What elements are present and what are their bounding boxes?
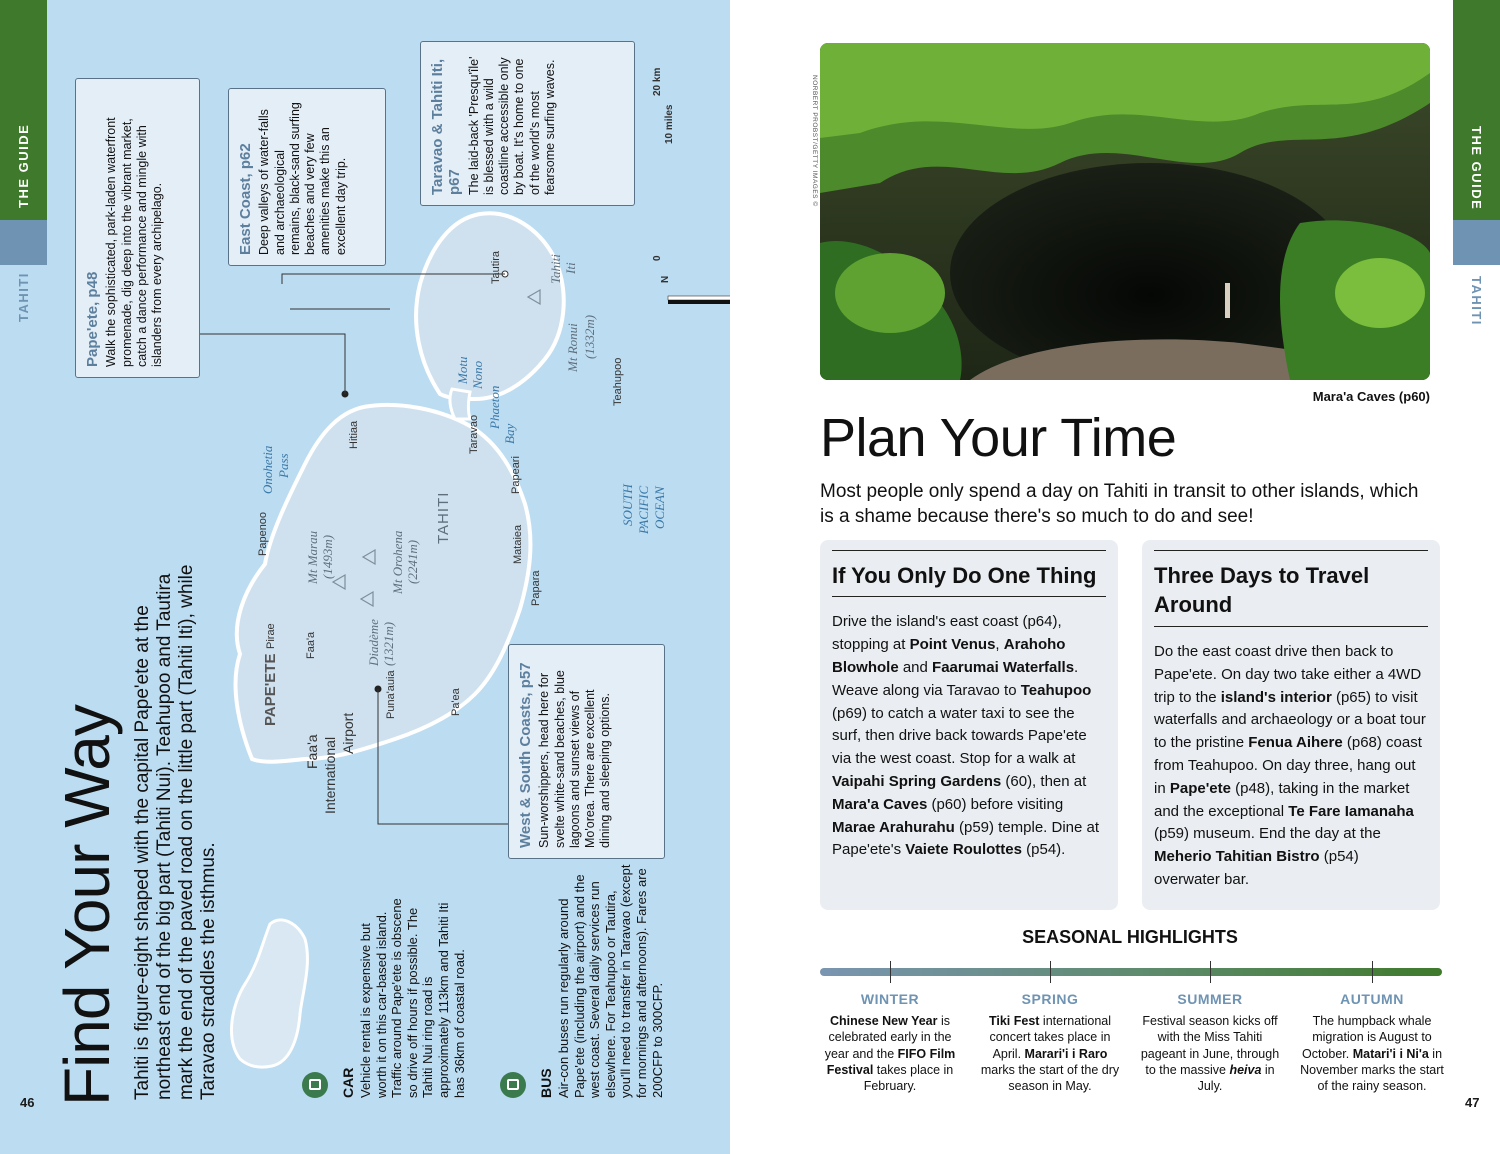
photo-caption: Mara'a Caves (p60)	[1312, 389, 1430, 404]
airport-label-3: Airport	[340, 712, 356, 754]
mt-ronui-label-1: Mt Ronui	[565, 323, 580, 372]
phaeton-label-2: Bay	[502, 423, 517, 444]
season-winter-text: Chinese New Year is celebrated early in the year and the FIFO Film Festival takes place in February.	[824, 1014, 956, 1093]
right-page	[730, 0, 1500, 1154]
hitiaa-label: Hitiaa	[348, 420, 360, 449]
callout-taravao-text: The laid-back 'Presqu'île' is blessed with a wild coastline accessible only by boat. It's home to one of the world's most fearsome surfing waves.	[466, 56, 557, 195]
season-spring-text: Tiki Fest international concert takes place in April. Marari'i i Raro marks the start of the dry season in May.	[980, 1014, 1120, 1093]
region-tab-right	[1453, 220, 1500, 265]
plan-your-time-title: Plan Your Time	[820, 408, 1177, 468]
season-autumn-text: The humpback whale migration is August to October. Matari'i i Ni'a in November marks the start of the rainy season.	[1300, 1014, 1444, 1093]
taravao-label: Taravao	[468, 414, 480, 454]
diademe-label-2: (1321m)	[381, 621, 396, 666]
airport-label-1: Faa'a	[304, 734, 320, 769]
card-three-days-body: Do the east coast drive then back to Pape'ete. On day two take either a 4WD trip to the island's interior (p65) to visit waterfalls and archaeology or a boat tour to the pristine Fenua Aihere (p68) coast from Teahupoo. On day three, hang out in Pape'ete (p48), taking in the market and the exceptional Te Fare Iamanaha (p59) museum. End the day at the Meherio Tahitian Bistro (p54) overwater bar.	[1154, 642, 1426, 888]
page-title: Find Your Way	[51, 705, 123, 1106]
motu-label-1: Motu	[455, 356, 470, 384]
callout-east-coast	[228, 88, 386, 266]
mataiea-label: Mataiea	[512, 524, 524, 564]
callout-papeete-title: Pape'ete, p48	[84, 271, 101, 367]
card-one-thing-title: If You Only Do One Thing	[832, 563, 1097, 588]
find-your-way-section	[0, 0, 730, 1154]
card-three-days	[1142, 540, 1440, 910]
tautira-label: Tautira	[490, 250, 502, 284]
left-page	[0, 0, 730, 1154]
season-spring-name: SPRING	[1021, 991, 1079, 1007]
mt-marau-label-2: (1493m)	[320, 534, 335, 579]
car-heading: CAR	[340, 1067, 356, 1098]
scale-zero: 0	[652, 255, 663, 261]
tahiti-map-label: TAHITI	[435, 491, 452, 544]
north-arrow-icon: N	[660, 275, 671, 283]
ocean-label-1: SOUTH	[620, 484, 635, 526]
season-summer-text: Festival season kicks off with the Miss Tahiti pageant in June, through to the massive heiva in July.	[1140, 1014, 1280, 1093]
card-one-thing-body: Drive the island's east coast (p64), stopping at Point Venus, Arahoho Blowhole and Faarumai Waterfalls. Weave along via Taravao to Teahupoo (p69) to catch a water taxi to see the surf, then drive back towards Pape'ete via the west coast. Stop for a walk at Vaipahi Spring Gardens (60), then at Mara'a Caves (p60) before visiting Marae Arahurahu (p59) temple. Dine at Pape'ete's Vaiete Roulottes (p54).	[832, 613, 1100, 859]
tahiti-iti-label-1: Tahiti	[548, 254, 563, 284]
seasonal-heading: SEASONAL HIGHLIGHTS	[1022, 927, 1238, 947]
region-tab-label: TAHITI	[16, 272, 31, 322]
photo-credit: NORBERT PROBST/GETTY IMAGES ©	[811, 75, 818, 207]
papara-label: Papara	[530, 570, 542, 606]
ocean-label-2: PACIFIC	[636, 485, 651, 534]
tahiti-iti-label-2: Iti	[563, 262, 578, 274]
bus-heading: BUS	[538, 1068, 554, 1098]
mt-orohena-label-1: Mt Orohena	[390, 530, 405, 594]
phaeton-label-1: Phaeton	[487, 385, 502, 429]
season-summer-name: SUMMER	[1177, 991, 1243, 1007]
callout-east-coast-text: Deep valleys of water-falls and archaeological remains, black-sand surfing beaches and very few amenities make this an excellent day trip.	[257, 102, 348, 255]
callout-west-south-text: Sun-worshippers, head here for svelte white-sand beaches, blue lagoons and sunset views of Mo'orea. There are excellent dining and sleeping options.	[537, 670, 613, 848]
paea-label: Pa'ea	[450, 688, 462, 716]
cave-illustration	[820, 43, 1430, 380]
onohetia-label-1: Onohetia	[260, 445, 275, 494]
callout-taravao	[420, 41, 635, 206]
guide-tab-right-label: THE GUIDE	[1469, 126, 1484, 211]
punaauia-label: Puna'auia	[385, 670, 397, 719]
motu-label-2: Nono	[470, 360, 485, 389]
ocean-label-3: OCEAN	[652, 486, 667, 529]
callout-west-south-title: West & South Coasts, p57	[517, 662, 534, 848]
mt-ronui-label-2: (1332m)	[582, 314, 597, 359]
page-number-right: 47	[1465, 1095, 1480, 1110]
bus-text: Air-con buses run regularly around Pape'ete (including the airport) and the west coast. Several daily services run elsewhere. For Teahupoo or Tautira, you'll need to transfer in Taravao (except for mornings and afternoons). Fares are 200CFP to 300CFP.	[556, 864, 665, 1098]
card-three-days-title: Three Days to Travel Around	[1154, 563, 1370, 618]
card-one-thing	[820, 540, 1118, 910]
intro-text: Tahiti is figure-eight shaped with the capital Pape'ete at the northeast end of the big part (Tahiti Nui). Teahupoo and Tautira mark the end of the paved road on the little part (Tahiti Iti), while Taravao straddles the isthmus.	[132, 564, 219, 1100]
season-timeline-bar	[820, 968, 1442, 976]
season-winter-name: WINTER	[860, 991, 920, 1007]
region-tab-right-label: TAHITI	[1469, 276, 1484, 326]
mt-marau-label-1: Mt Marau	[305, 530, 320, 584]
season-autumn-name: AUTUMN	[1340, 991, 1404, 1007]
onohetia-label-2: Pass	[276, 453, 291, 478]
tahiti-iti-island	[416, 213, 564, 399]
scale-miles: 10 miles	[664, 104, 675, 144]
mt-orohena-label-2: (2241m)	[405, 539, 420, 584]
teahupoo-label: Teahupoo	[612, 357, 624, 406]
callout-east-coast-title: East Coast, p62	[237, 143, 254, 255]
airport-label-2: International	[322, 736, 338, 814]
faaa-label: Faa'a	[305, 631, 317, 659]
callout-taravao-title: Taravao & Tahiti Iti, p67	[429, 58, 464, 195]
maraa-caves-photo	[820, 43, 1430, 380]
pirae-label: Pirae	[265, 623, 277, 649]
callout-west-south	[508, 644, 665, 859]
page-number-left: 46	[20, 1095, 35, 1110]
papenoo-label: Papenoo	[257, 511, 269, 556]
plan-your-time-intro: Most people only spend a day on Tahiti in transit to other islands, which is a shame because there's so much to do and see!	[820, 481, 1419, 527]
callout-papeete-text: Walk the sophisticated, park-laden waterfront promenade, dig deep into the vibrant market, catch a dance performance and mingle with islanders from every archipelago.	[104, 117, 164, 367]
moorea-island	[232, 920, 308, 1067]
papeari-label: Papeari	[510, 456, 522, 494]
car-text: Vehicle rental is expensive but worth it on this car-based island. Traffic around Pape'ete is obscene so drive off hours if possible. The Tahiti Nui ring road is approximately 113km and Tahiti Iti has 36km of coastal road.	[358, 898, 467, 1098]
guide-tab-label: THE GUIDE	[16, 123, 31, 208]
papeete-map-label: PAPE'ETE	[262, 653, 279, 726]
scale-km: 20 km	[652, 67, 663, 96]
callout-papeete	[75, 78, 200, 378]
diademe-label-1: Diadème	[366, 619, 381, 666]
